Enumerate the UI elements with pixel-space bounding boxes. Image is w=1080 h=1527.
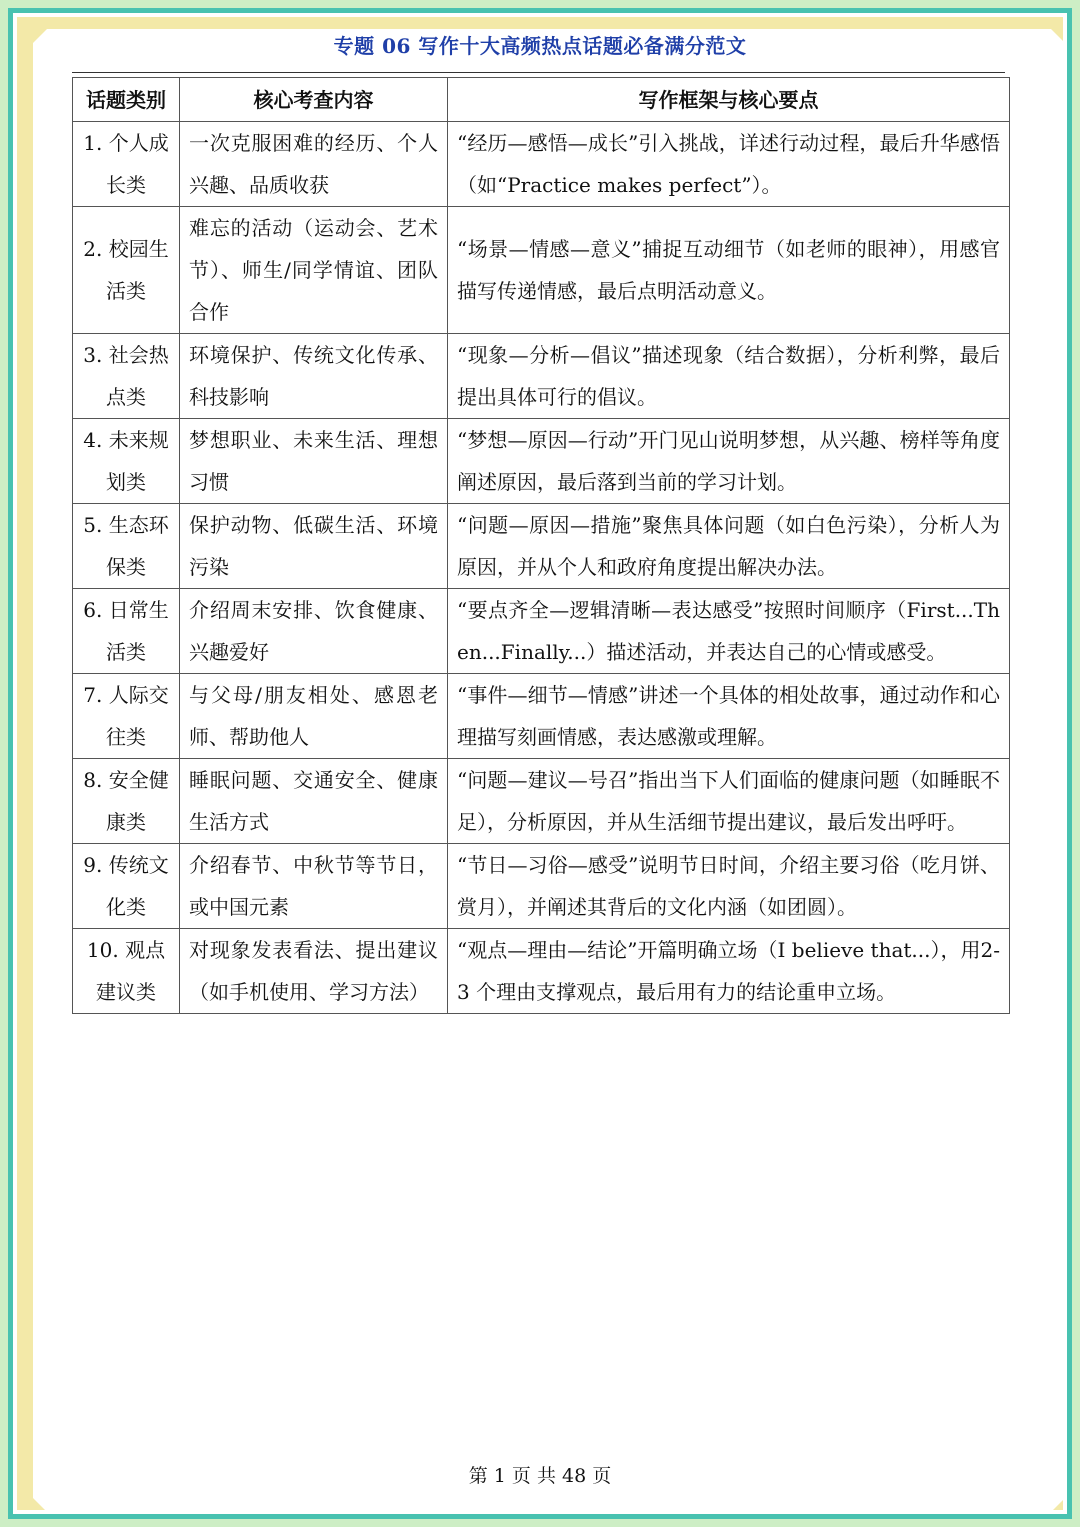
- row-content: 环境保护、传统文化传承、科技影响: [180, 334, 448, 419]
- row-content: 保护动物、低碳生活、环境污染: [180, 504, 448, 589]
- table-row: [73, 504, 1010, 589]
- row-content: 介绍春节、中秋节等节日，或中国元素: [180, 844, 448, 929]
- row-content: 对现象发表看法、提出建议（如手机使用、学习方法）: [180, 929, 448, 1014]
- row-framework: “事件—细节—情感”讲述一个具体的相处故事，通过动作和心理描写刻画情感，表达感激或理解。: [448, 674, 1010, 759]
- row-content: 难忘的活动（运动会、艺术节）、师生/同学情谊、团队合作: [180, 207, 448, 334]
- row-category: 9. 传统文化类: [73, 844, 180, 929]
- topics-table: [72, 77, 1010, 1014]
- row-content: 一次克服困难的经历、个人兴趣、品质收获: [180, 122, 448, 207]
- row-category: 3. 社会热点类: [73, 334, 180, 419]
- row-category: 6. 日常生活类: [73, 589, 180, 674]
- row-category: 7. 人际交往类: [73, 674, 180, 759]
- row-category: 10. 观点建议类: [73, 929, 180, 1014]
- table-row: [73, 844, 1010, 929]
- row-framework: “现象—分析—倡议”描述现象（结合数据），分析利弊，最后提出具体可行的倡议。: [448, 334, 1010, 419]
- row-framework: “梦想—原因—行动”开门见山说明梦想，从兴趣、榜样等角度阐述原因，最后落到当前的学习计划。: [448, 419, 1010, 504]
- table-row: [73, 122, 1010, 207]
- row-category: 4. 未来规划类: [73, 419, 180, 504]
- table-row: [73, 334, 1010, 419]
- column-header-category: 话题类别: [73, 78, 180, 122]
- row-framework: “问题—原因—措施”聚焦具体问题（如白色污染），分析人为原因，并从个人和政府角度提出解决办法。: [448, 504, 1010, 589]
- row-content: 与父母/朋友相处、感恩老师、帮助他人: [180, 674, 448, 759]
- row-category: 5. 生态环保类: [73, 504, 180, 589]
- header-divider: [72, 72, 1005, 73]
- row-category: 2. 校园生活类: [73, 207, 180, 334]
- row-framework: “观点—理由—结论”开篇明确立场（I believe that...），用2-3 个理由支撑观点，最后用有力的结论重申立场。: [448, 929, 1010, 1014]
- table-row: [73, 589, 1010, 674]
- table-row: [73, 929, 1010, 1014]
- row-framework: “节日—习俗—感受”说明节日时间，介绍主要习俗（吃月饼、赏月），并阐述其背后的文化内涵（如团圆）。: [448, 844, 1010, 929]
- row-framework: “问题—建议—号召”指出当下人们面临的健康问题（如睡眠不足），分析原因，并从生活细节提出建议，最后发出呼吁。: [448, 759, 1010, 844]
- table-row: [73, 674, 1010, 759]
- page-number: 第 1 页 共 48 页: [468, 1465, 612, 1487]
- table-row: [73, 419, 1010, 504]
- row-framework: “经历—感悟—成长”引入挑战，详述行动过程，最后升华感悟（如“Practice makes perfect”）。: [448, 122, 1010, 207]
- row-category: 1. 个人成长类: [73, 122, 180, 207]
- table-header-row: [73, 78, 1010, 122]
- table-row: [73, 759, 1010, 844]
- table-row: [73, 207, 1010, 334]
- row-content: 介绍周末安排、饮食健康、兴趣爱好: [180, 589, 448, 674]
- row-content: 梦想职业、未来生活、理想习惯: [180, 419, 448, 504]
- row-framework: “场景—情感—意义”捕捉互动细节（如老师的眼神），用感官描写传递情感，最后点明活动意义。: [448, 207, 1010, 334]
- row-content: 睡眠问题、交通安全、健康生活方式: [180, 759, 448, 844]
- column-header-framework: 写作框架与核心要点: [448, 78, 1010, 122]
- column-header-content: 核心考查内容: [180, 78, 448, 122]
- row-category: 8. 安全健康类: [73, 759, 180, 844]
- row-framework: “要点齐全—逻辑清晰—表达感受”按照时间顺序（First...Then...Finally...）描述活动，并表达自己的心情或感受。: [448, 589, 1010, 674]
- page-title: 专题 06 写作十大高频热点话题必备满分范文: [333, 34, 747, 58]
- table-body: [73, 122, 1010, 1014]
